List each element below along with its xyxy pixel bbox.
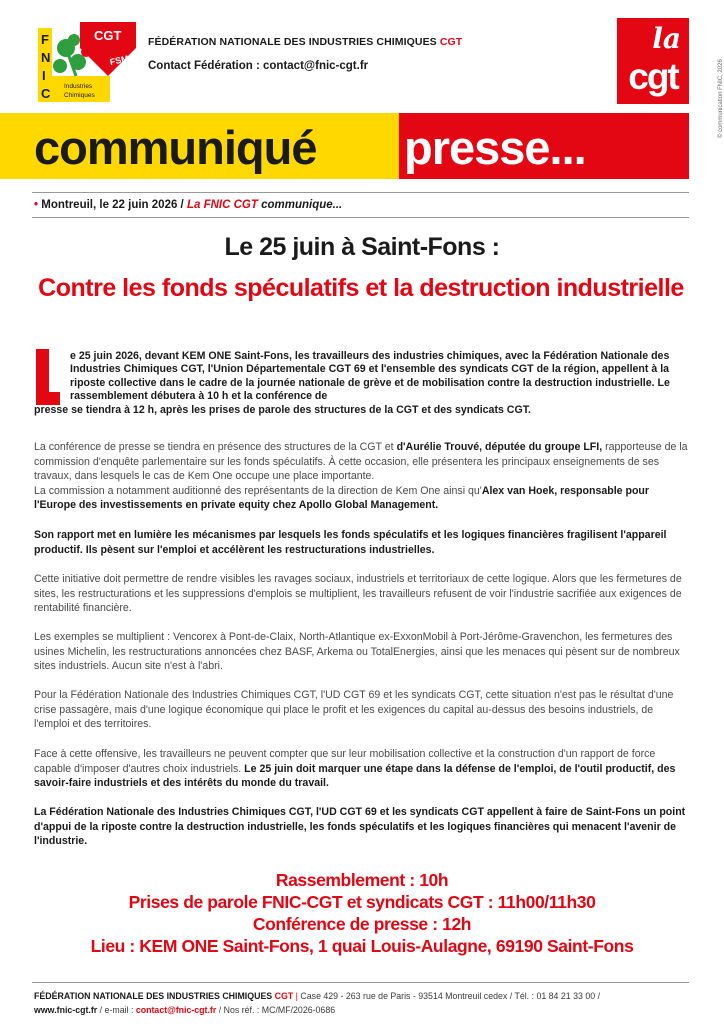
event-conference: Conférence de presse : 12h [252, 914, 472, 934]
event-rassemblement: Rassemblement : 10h [275, 870, 449, 890]
fnic-letter: F [41, 32, 49, 47]
federation-contact: Contact Fédération : contact@fnic-cgt.fr [148, 60, 369, 72]
footer-cgt: CGT [274, 991, 294, 1001]
fnic-letter: C [41, 86, 51, 101]
fnic-cgt-logo [36, 18, 140, 104]
footer-federation: FÉDÉRATION NATIONALE DES INDUSTRIES CHIMIQUES [34, 991, 273, 1001]
fnic-logo-line2: Chimiques [64, 92, 95, 99]
p2-text: La conférence de presse se tiendra en présence des structures de la CGT et [34, 441, 394, 453]
p3-text: La commission a notamment auditionné des représentants de la direction de Kem One ainsi qu' [34, 484, 482, 497]
fnic-letter: N [41, 50, 51, 65]
dropcap-l [36, 349, 60, 405]
footer-separator: | [295, 991, 298, 1001]
communique-banner [0, 113, 689, 179]
footer [34, 990, 704, 1017]
federation-name: FÉDÉRATION NATIONALE DES INDUSTRIES CHIMIQUES CGT [148, 36, 463, 48]
footer-line2 [34, 1004, 704, 1018]
paragraph-initiative: Cette initiative doit permettre de rendre visibles les ravages sociaux, industriels et territoriaux de cette logique. Alors que les fermetures de sites, les restructurations et les suppressions d'emplois se multiplient, les travailleurs refusent de voir l'industrie sacrifiée aux exigences de rentabilité financière. [34, 573, 682, 615]
fnic-logo-graphic [36, 18, 140, 104]
p3-bold: Alex van Hoek, responsable pour l'Europe des investissements en private equity chez Apollo Global Management. [34, 484, 650, 512]
divider-top [32, 192, 689, 193]
dateline-place-date: Montreuil, le 22 juin 2026 / [41, 199, 184, 211]
fnic-cgt-mark: CGT [94, 28, 122, 43]
fnic-logo-line1: Industries [64, 83, 93, 90]
la-cgt-logo [617, 18, 689, 104]
footer-line1 [34, 990, 704, 1004]
footer-email-link[interactable]: contact@fnic-cgt.fr [135, 1004, 217, 1015]
footer-address: Case 429 - 263 rue de Paris - 93514 Montreuil cedex / Tél. : 01 84 21 33 00 / [300, 991, 601, 1001]
headline-line1: Le 25 juin à Saint-Fons : [224, 233, 500, 261]
p2-bold: d'Aurélie Trouvé, députée du groupe LFI, [396, 441, 603, 453]
footer-website-link[interactable]: www.fnic-cgt.fr [34, 1004, 98, 1015]
p8-text: Face à cette offensive, les travailleurs ne peuvent compter que sur leur mobilisation collective et la construction d'un rapport de force capable d'imposer d'autres choix industriels. [34, 748, 656, 775]
divider-dateline [32, 217, 689, 218]
lead-paragraph: e 25 juin 2026, devant KEM ONE Saint-Fons, les travailleurs des industries chimiques, avec la Fédération Nationale des Industries Chimiques CGT, l'Union Départementale CGT 69 et l'ensemble des syndicats CGT de la région, appellent à la riposte collective dans le cadre de la journée nationale de grève et de mobilisation contre la destruction industrielle. Le rassemblement débutera à 10 h et la conférence de [70, 350, 670, 403]
lead-paragraph-end: presse se tiendra à 12 h, après les prises de parole des structures de la CGT et des syndicats CGT. [34, 404, 531, 416]
paragraph-examples: Les exemples se multiplient : Vencorex à Pont-de-Claix, North-Atlantique ex-ExxonMobil à Port-Jérôme-Gravenchon, les fermetures des usines Michelin, les restructurations annoncées chez BASF, Arkema ou TotalEnergies, ainsi que les menaces qui pèsent sur de nombreux sites industriels. Aucun site n'est à l'abri. [34, 631, 680, 673]
paragraph-federation-view: Pour la Fédération Nationale des Industries Chimiques CGT, l'UD CGT 69 et les syndicats CGT, cette situation n'est pas le résultat d'une crise passagère, mais d'une logique économique qui place le profit et les exigences du capital au-dessus des besoins industriels, de l'emploi et des territoires. [34, 689, 674, 731]
la-cgt-logo-cgt: cgt [628, 56, 678, 97]
side-credit [710, 28, 724, 138]
banner-word-communique: communiqué [34, 121, 317, 174]
fsm-mark: FSM [108, 53, 130, 68]
la-cgt-logo-la: la [652, 22, 681, 55]
dateline-bullet: • [34, 199, 39, 211]
paragraph-mobilisation [34, 747, 690, 791]
divider-footer [32, 982, 689, 983]
p2-text-end: rapporteuse de la commission d'enquête parlementaire sur les fonds spéculatifs. À cette occasion, elle présentera les principaux enseignements de ses travaux, dans lesquels le cas de Kem One occupe une place importante. [34, 441, 688, 483]
fnic-letter: I [42, 68, 46, 83]
p8-bold: Le 25 juin doit marquer une étape dans la défense de l'emploi, de l'outil productif, des savoir-faire industriels et des intérêts du monde du travail. [34, 762, 676, 790]
header-text [148, 36, 462, 72]
banner-word-presse: presse... [404, 121, 586, 174]
dateline-verb: communique... [261, 199, 343, 211]
dateline-org: La FNIC CGT [186, 199, 258, 211]
paragraph-report: Son rapport met en lumière les mécanismes par lesquels les fonds spéculatifs et les logiques financières fragilisent l'appareil productif. Ils pèsent sur l'emploi et accélèrent les restructurations industrielles. [34, 529, 667, 556]
dateline [34, 199, 342, 211]
paragraph-call: La Fédération Nationale des Industries Chimiques CGT, l'UD CGT 69 et les syndicats CGT appellent à faire de Saint-Fons un point d'appui de la riposte contre la destruction industrielle, les fonds spéculatifs et les logiques financières qui menacent l'avenir de l'industrie. [34, 806, 686, 848]
side-credit-text: © communication FNIC. 2026 [718, 59, 724, 138]
footer-reference: / Nos réf. : MC/MF/2026-0686 [218, 1004, 336, 1015]
headline-line2: Contre les fonds spéculatifs et la destruction industrielle [38, 274, 684, 302]
event-lieu: Lieu : KEM ONE Saint-Fons, 1 quai Louis-Aulagne, 69190 Saint-Fons [90, 936, 634, 956]
event-prises-de-parole: Prises de parole FNIC-CGT et syndicats CGT : 11h00/11h30 [128, 892, 596, 912]
footer-email-label: / e-mail : [99, 1004, 134, 1015]
paragraph-press-conference [34, 440, 690, 513]
